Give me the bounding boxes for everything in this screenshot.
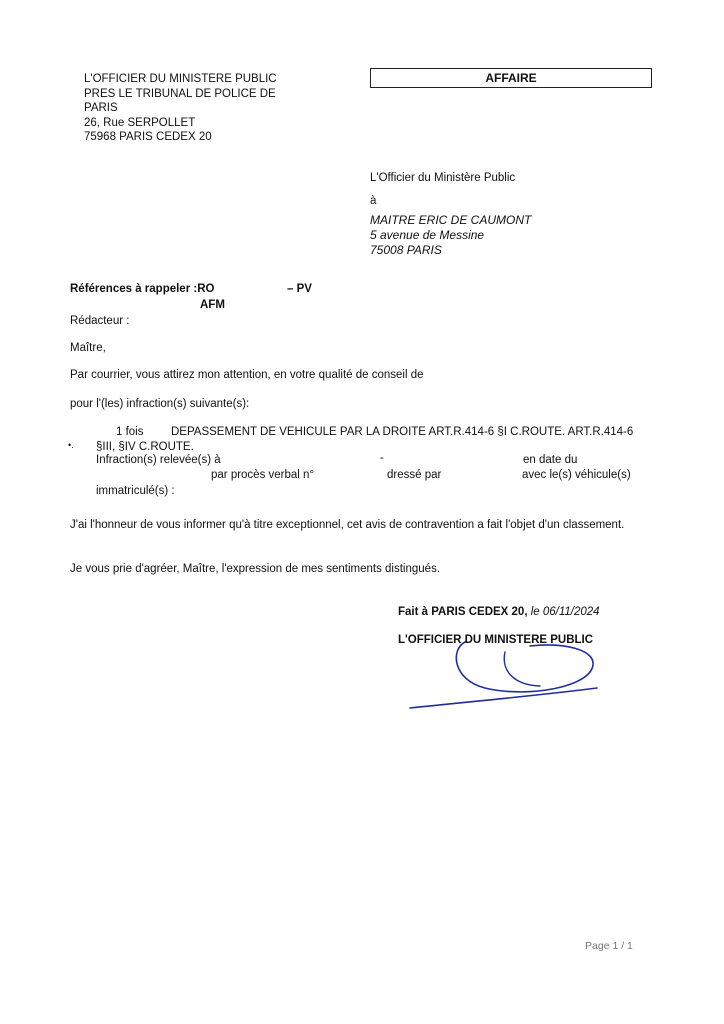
sender-line: 26, Rue SERPOLLET	[84, 116, 196, 129]
proces-verbal-label: par procès verbal n°	[211, 469, 315, 481]
place: Fait à PARIS CEDEX 20,	[398, 606, 528, 618]
reference-ro: RO	[197, 283, 215, 295]
recipient-city: 75008 PARIS	[370, 243, 442, 257]
signature-hook	[504, 652, 540, 686]
from-line: L'Officier du Ministère Public	[370, 172, 516, 184]
sender-address	[84, 72, 304, 145]
bullet-mark: •.	[68, 440, 74, 450]
recipient-name: MAITRE ERIC DE CAUMONT	[370, 213, 532, 227]
sender-line: 75968 PARIS CEDEX 20	[84, 131, 212, 143]
reference-afm: AFM	[200, 299, 225, 311]
infraction-description-cont: §III, §IV C.ROUTE.	[96, 441, 194, 453]
sender-line: PARIS	[84, 102, 118, 114]
immatricule-label: immatriculé(s) :	[96, 485, 175, 497]
decision-paragraph: J'ai l'honneur de vous informer qu'à titre exceptionnel, cet avis de contravention a fait l'objet d'un classement.	[70, 519, 625, 531]
reference-pv: – PV	[287, 283, 312, 295]
place-date-line	[398, 605, 600, 621]
page-number: Page 1 / 1	[585, 940, 633, 952]
closing-paragraph: Je vous prie d'agréer, Maître, l'expression de mes sentiments distingués.	[70, 563, 441, 575]
infraction-description: DEPASSEMENT DE VEHICULE PAR LA DROITE ART.R.414-6 §I C.ROUTE. ART.R.414-6	[171, 426, 634, 438]
handwritten-signature	[405, 630, 605, 720]
salutation: Maître,	[70, 342, 106, 354]
infraction-dash: -	[380, 452, 384, 464]
intro-paragraph: Par courrier, vous attirez mon attention, en votre qualité de conseil de	[70, 369, 424, 381]
dresse-par-label: dressé par	[387, 469, 442, 481]
infraction-count: 1 fois	[116, 426, 144, 438]
recipient-street: 5 avenue de Messine	[370, 228, 485, 242]
vehicle-label: avec le(s) véhicule(s)	[522, 469, 631, 481]
infractions-intro: pour l'(les) infraction(s) suivante(s):	[70, 398, 250, 410]
recipient-address	[370, 213, 531, 258]
sender-line: L'OFFICIER DU MINISTERE PUBLIC	[84, 73, 277, 85]
redacteur-label: Rédacteur :	[70, 315, 130, 327]
infraction-date-label: en date du	[523, 454, 578, 466]
sender-line: PRES LE TRIBUNAL DE POLICE DE	[84, 87, 276, 100]
signature-loop	[456, 642, 593, 692]
infraction-relevee: Infraction(s) relevée(s) à	[96, 454, 221, 466]
references-label: Références à rappeler :	[70, 283, 198, 295]
signatory: L'OFFICIER DU MINISTERE PUBLIC	[398, 634, 594, 646]
references-line	[70, 282, 214, 298]
to-line: à	[370, 195, 377, 207]
date: le 06/11/2024	[530, 606, 600, 618]
affaire-box: AFFAIRE	[370, 68, 652, 88]
